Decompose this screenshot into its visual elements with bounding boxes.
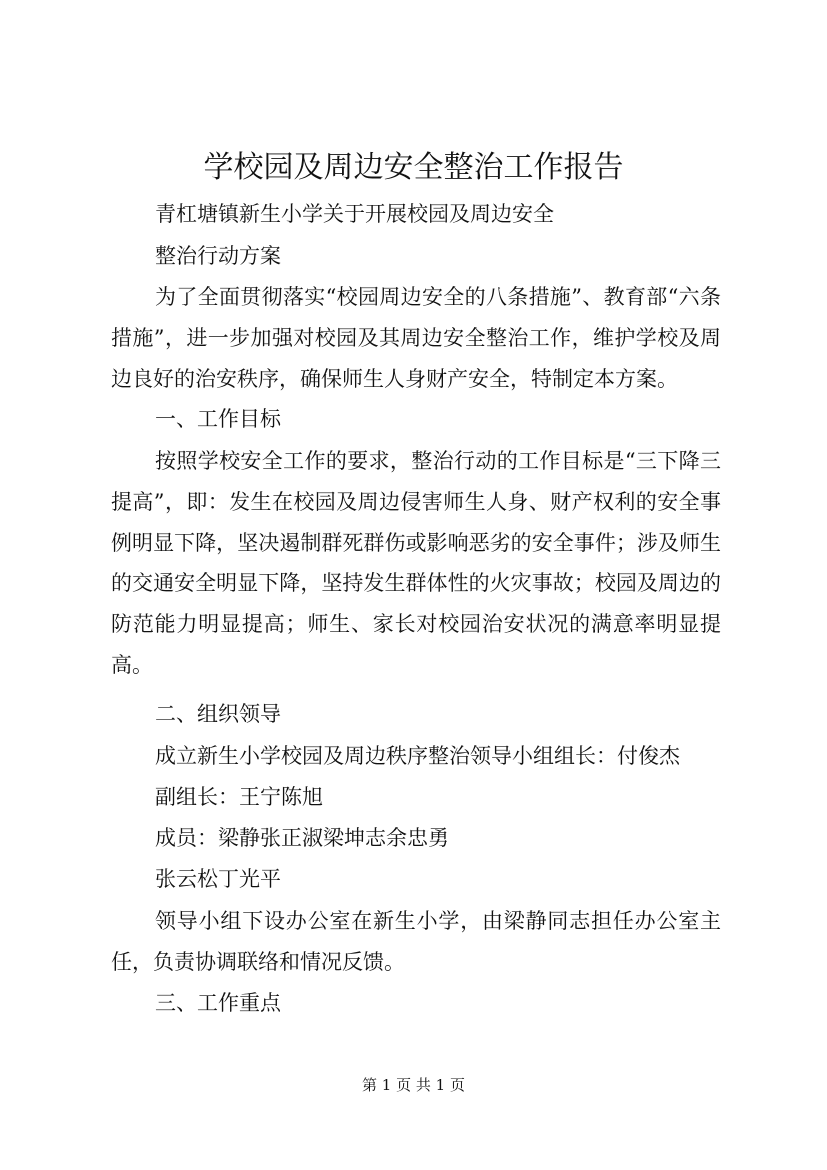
document-title: 学校园及周边安全整治工作报告 xyxy=(203,150,624,185)
section-2-heading: 二、组织领导 xyxy=(155,702,281,726)
intro-paragraph: 为了全面贯彻落实“校园周边安全的八条措施”、教育部“六条措施”，进一步加强对校园及其周边安全整治工作，维护学校及周边良好的治安秩序，确保师生人身财产安全，特制定本方案。 xyxy=(111,285,721,391)
section-1-heading: 一、工作目标 xyxy=(155,407,281,431)
members-line: 成员：梁静张正淑梁坤志余忠勇 xyxy=(155,826,449,850)
leader-line: 成立新生小学校园及周边秩序整治领导小组组长：付俊杰 xyxy=(155,744,680,768)
section-1-paragraph: 按照学校安全工作的要求，整治行动的工作目标是“三下降三提高”，即：发生在校园及周边侵害师生人身、财产权利的安全事例明显下降，坚决遏制群死群伤或影响恶劣的安全事件；涉及师生的交通安全明显下降，坚持发生群体性的火灾事故；校园及周边的防范能力明显提高；师生、家长对校园治安状况的满意率明显提高。 xyxy=(111,449,721,677)
subtitle-line-2: 整治行动方案 xyxy=(155,244,281,268)
deputy-line: 副组长：王宁陈旭 xyxy=(155,785,323,809)
page-footer: 第 1 页 共 1 页 xyxy=(362,1076,465,1094)
members-line-2: 张云松丁光平 xyxy=(155,867,281,891)
office-paragraph: 领导小组下设办公室在新生小学，由梁静同志担任办公室主任，负责协调联络和情况反馈。 xyxy=(111,909,721,974)
section-3-heading: 三、工作重点 xyxy=(155,991,281,1015)
subtitle-line-1: 青杠塘镇新生小学关于开展校园及周边安全 xyxy=(155,202,554,226)
